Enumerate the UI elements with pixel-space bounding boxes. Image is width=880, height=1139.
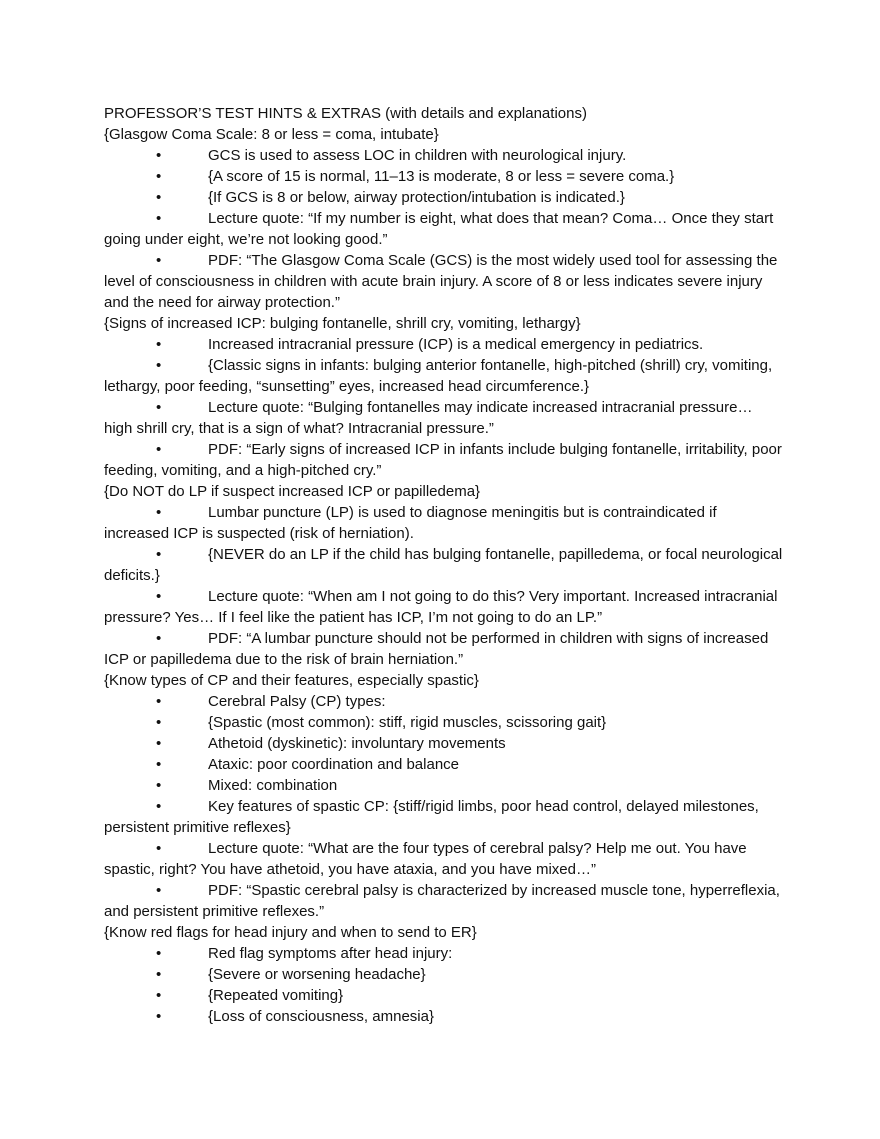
document-body (104, 103, 784, 1027)
bullet-icon: • (156, 357, 162, 374)
list-item (104, 985, 784, 1006)
section-heading: {Do NOT do LP if suspect increased ICP or papilledema} (104, 483, 481, 500)
list-item (104, 544, 784, 586)
list-item (104, 1006, 784, 1027)
list-item (104, 250, 784, 313)
section-heading: {Know red flags for head injury and when to send to ER} (104, 924, 477, 941)
bullet-icon: • (156, 756, 162, 773)
list-item (104, 145, 784, 166)
bullet-icon: • (156, 798, 162, 815)
list-item (104, 754, 784, 775)
list-item-text: Mixed: combination (208, 777, 338, 794)
list-item (104, 397, 784, 439)
bullet-icon: • (156, 441, 162, 458)
list-item-text: Lecture quote: “If my number is eight, what does that mean? Coma… Once they start going under eight, we’re not looking good.” (104, 210, 774, 248)
list-item-text: Lecture quote: “What are the four types of cerebral palsy? Help me out. You have spastic, right? You have athetoid, you have ataxia, and you have mixed…” (104, 840, 747, 878)
bullet-icon: • (156, 399, 162, 416)
list-item (104, 943, 784, 964)
list-item (104, 586, 784, 628)
bullet-icon: • (156, 966, 162, 983)
list-item-text: Red flag symptoms after head injury: (208, 945, 453, 962)
list-item (104, 187, 784, 208)
list-item-text: Lumbar puncture (LP) is used to diagnose meningitis but is contraindicated if increased ICP is suspected (risk of herniation). (104, 504, 717, 542)
bullet-icon: • (156, 735, 162, 752)
list-item (104, 733, 784, 754)
bullet-icon: • (156, 987, 162, 1004)
list-item-text: Ataxic: poor coordination and balance (208, 756, 460, 773)
bullet-icon: • (156, 693, 162, 710)
section-heading: {Know types of CP and their features, especially spastic} (104, 672, 479, 689)
list-item-text: PDF: “A lumbar puncture should not be performed in children with signs of increased ICP or papilledema due to the risk of brain herniation.” (104, 630, 769, 668)
list-item (104, 712, 784, 733)
list-item (104, 334, 784, 355)
list-item (104, 628, 784, 670)
bullet-icon: • (156, 714, 162, 731)
list-item (104, 502, 784, 544)
list-item-text: GCS is used to assess LOC in children with neurological injury. (208, 147, 627, 164)
section-heading: {Glasgow Coma Scale: 8 or less = coma, intubate} (104, 126, 439, 143)
list-item (104, 166, 784, 187)
list-item (104, 355, 784, 397)
list-item (104, 208, 784, 250)
bullet-icon: • (156, 882, 162, 899)
bullet-icon: • (156, 777, 162, 794)
list-item (104, 964, 784, 985)
list-item-text: PDF: “The Glasgow Coma Scale (GCS) is the most widely used tool for assessing the level of consciousness in children with acute brain injury. A score of 8 or less indicates severe injury and the need for airway protection.” (104, 252, 778, 311)
bullet-icon: • (156, 252, 162, 269)
bullet-icon: • (156, 147, 162, 164)
section-heading: {Signs of increased ICP: bulging fontanelle, shrill cry, vomiting, lethargy} (104, 315, 581, 332)
list-item (104, 439, 784, 481)
page-title: PROFESSOR’S TEST HINTS & EXTRAS (with details and explanations) (104, 105, 587, 122)
list-item-text: Cerebral Palsy (CP) types: (208, 693, 386, 710)
bullet-icon: • (156, 168, 162, 185)
list-item-text: {If GCS is 8 or below, airway protection/intubation is indicated.} (208, 189, 625, 206)
bullet-icon: • (156, 945, 162, 962)
bullet-icon: • (156, 546, 162, 563)
bullet-icon: • (156, 210, 162, 227)
bullet-icon: • (156, 336, 162, 353)
list-item-text: PDF: “Early signs of increased ICP in infants include bulging fontanelle, irritability, poor feeding, vomiting, and a high-pitched cry.” (104, 441, 782, 479)
list-item-text: Athetoid (dyskinetic): involuntary movements (208, 735, 506, 752)
list-item (104, 838, 784, 880)
list-item-text: {A score of 15 is normal, 11–13 is moderate, 8 or less = severe coma.} (208, 168, 675, 185)
list-item-text: {Repeated vomiting} (208, 987, 344, 1004)
bullet-icon: • (156, 504, 162, 521)
bullet-icon: • (156, 1008, 162, 1025)
bullet-icon: • (156, 588, 162, 605)
list-item (104, 775, 784, 796)
list-item-text: {Classic signs in infants: bulging anterior fontanelle, high-pitched (shrill) cry, vomiting, lethargy, poor feeding, “sunsetting” eyes, increased head circumference.} (104, 357, 773, 395)
bullet-icon: • (156, 840, 162, 857)
bullet-icon: • (156, 189, 162, 206)
list-item (104, 691, 784, 712)
list-item-text: Lecture quote: “When am I not going to do this? Very important. Increased intracranial pressure? Yes… If I feel like the patient has ICP, I’m not going to do an LP.” (104, 588, 778, 626)
list-item (104, 880, 784, 922)
list-item-text: {Severe or worsening headache} (208, 966, 426, 983)
list-item-text: Key features of spastic CP: {stiff/rigid limbs, poor head control, delayed milestones, persistent primitive reflexes} (104, 798, 759, 836)
list-item (104, 796, 784, 838)
list-item-text: {Spastic (most common): stiff, rigid muscles, scissoring gait} (208, 714, 607, 731)
list-item-text: Lecture quote: “Bulging fontanelles may indicate increased intracranial pressure… high shrill cry, that is a sign of what? Intracranial pressure.” (104, 399, 753, 437)
list-item-text: {NEVER do an LP if the child has bulging fontanelle, papilledema, or focal neurological deficits.} (104, 546, 783, 584)
bullet-icon: • (156, 630, 162, 647)
list-item-text: Increased intracranial pressure (ICP) is a medical emergency in pediatrics. (208, 336, 704, 353)
list-item-text: PDF: “Spastic cerebral palsy is characterized by increased muscle tone, hyperreflexia, and persistent primitive reflexes.” (104, 882, 780, 920)
list-item-text: {Loss of consciousness, amnesia} (208, 1008, 434, 1025)
